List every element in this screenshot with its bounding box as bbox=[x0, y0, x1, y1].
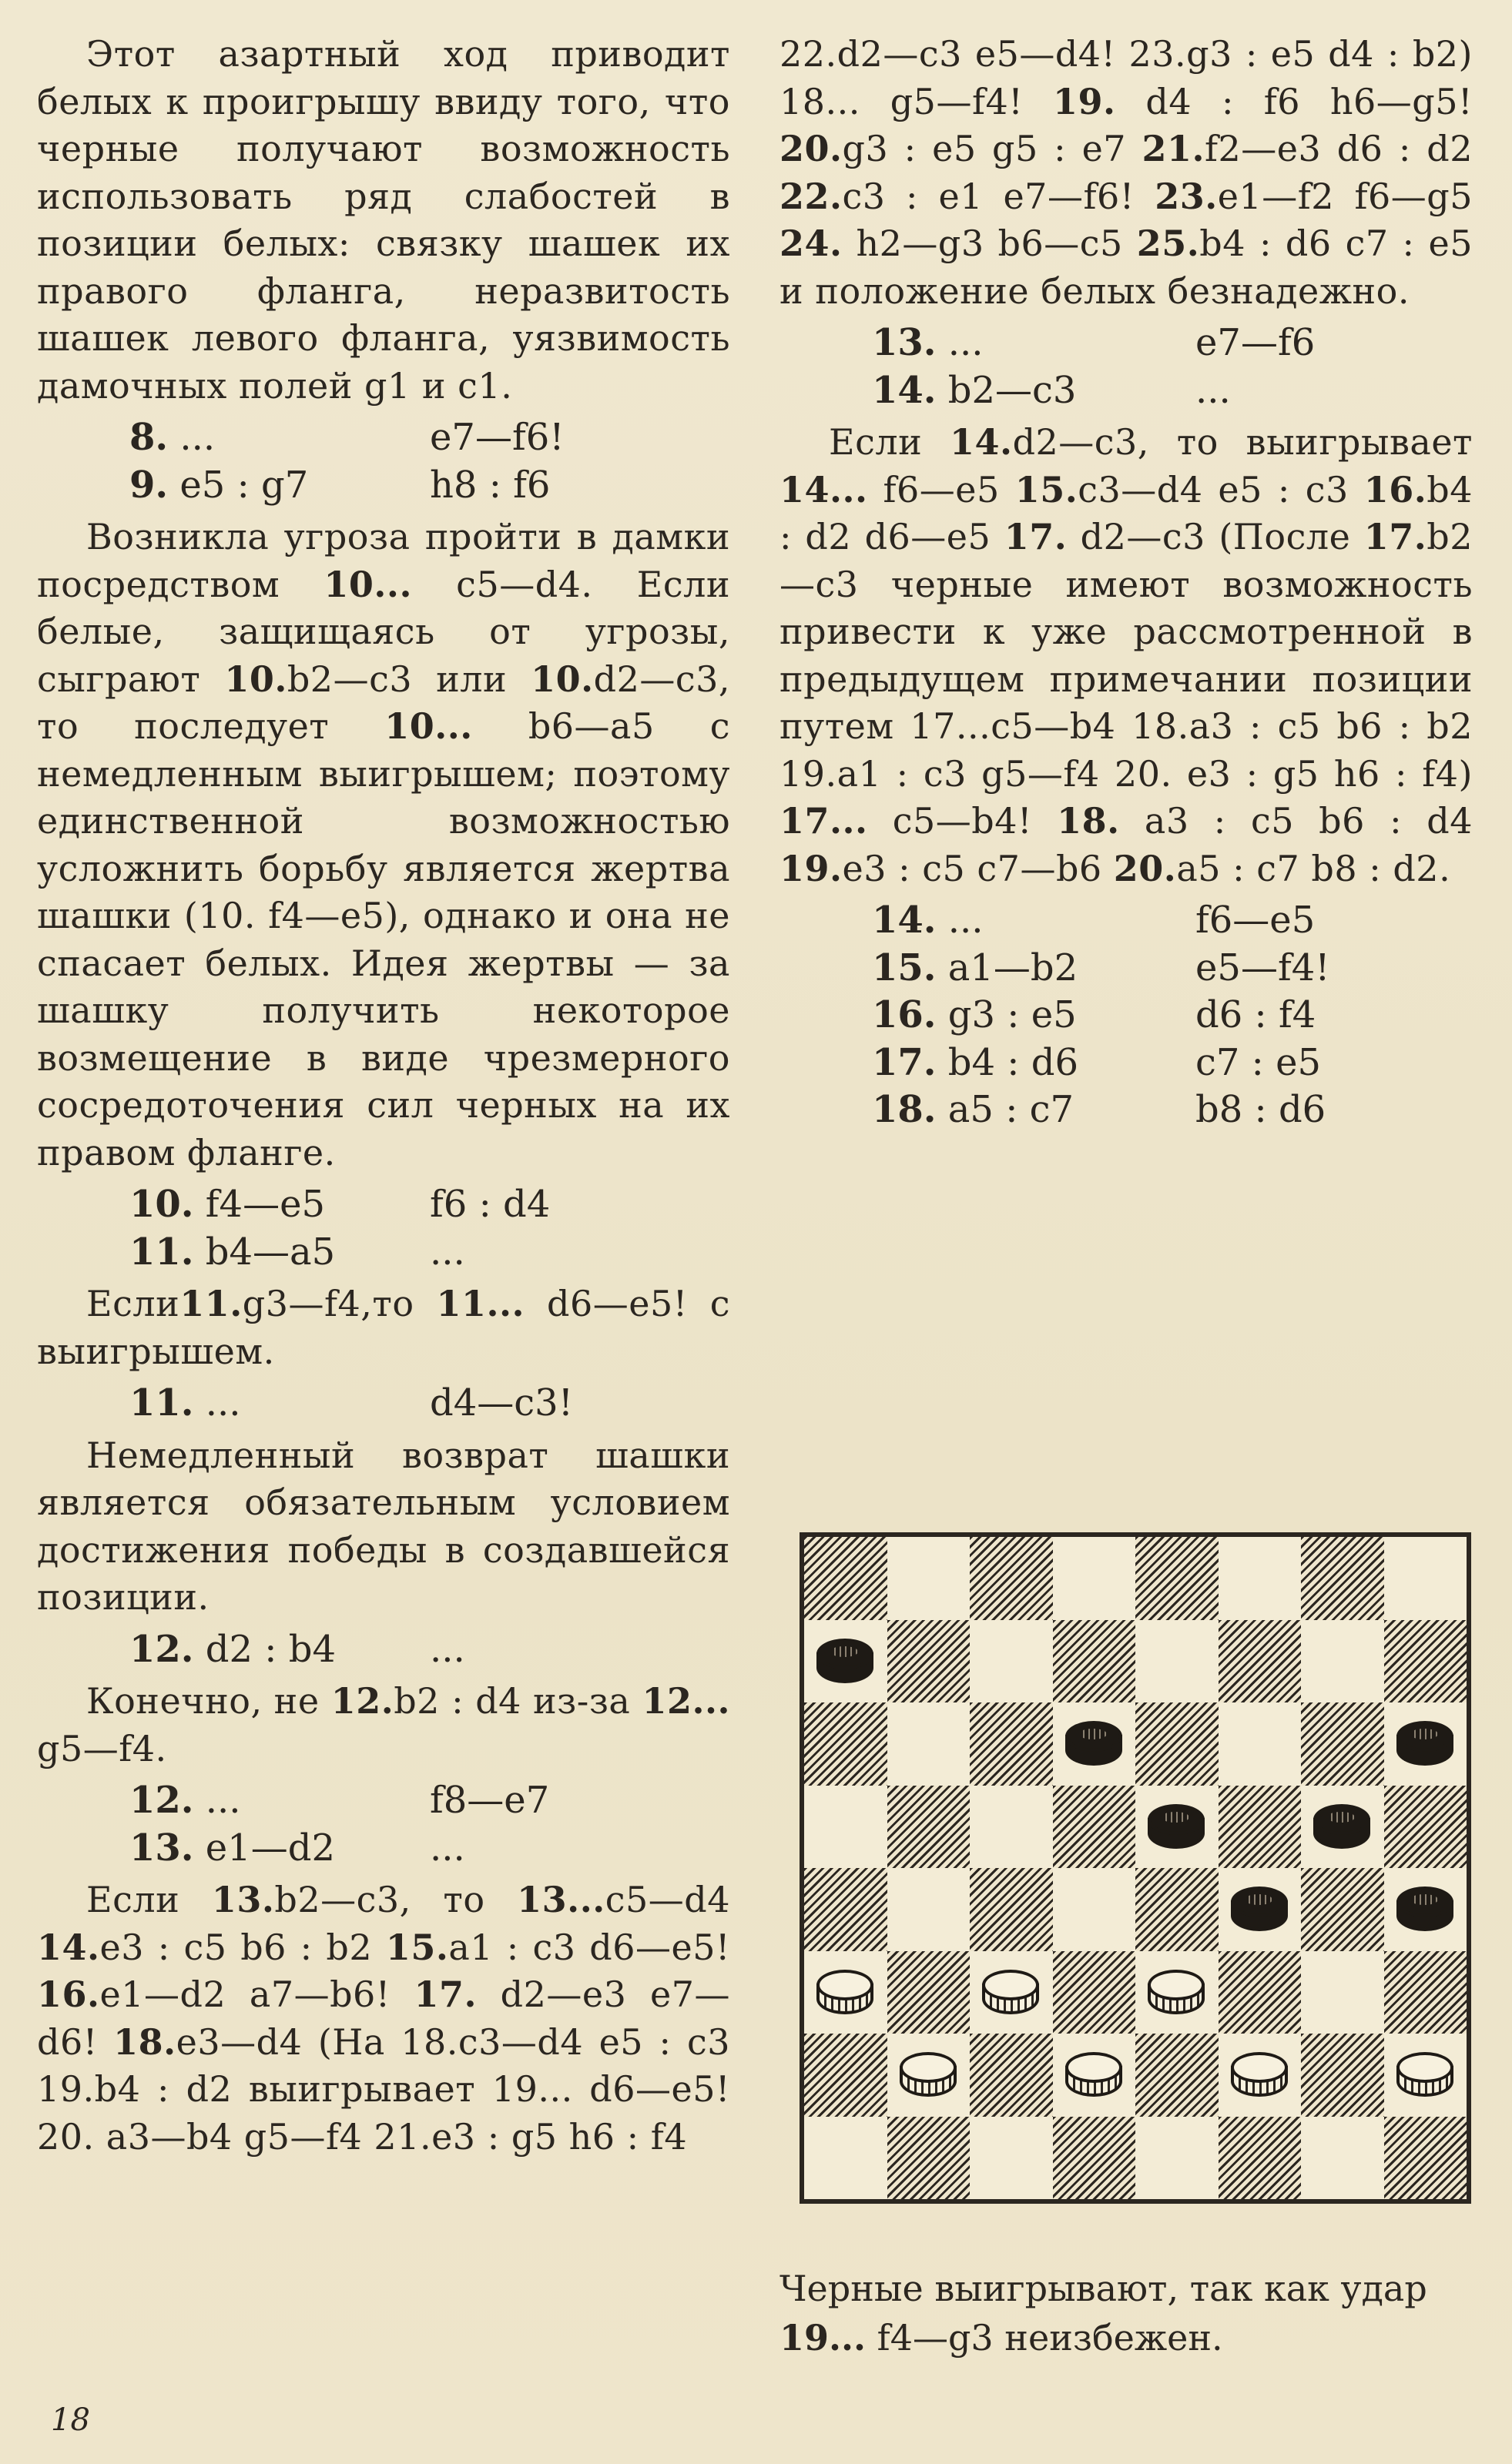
move-number: 17. bbox=[872, 1040, 937, 1084]
white-move: ... bbox=[193, 1381, 241, 1424]
move-block bbox=[37, 414, 730, 509]
black-move: ... bbox=[430, 1826, 465, 1870]
move-number: 14. bbox=[872, 899, 937, 942]
commentary-paragraph: Этот азартный ход приводит белых к проигрышу ввиду того, что черные получают возможность использовать ряд слабостей в позиции белых: связку шашек их правого фланга, неразвитость шашек левого фланга, уязвимость дамочных полей g1 и c1. bbox=[37, 33, 730, 407]
move-row bbox=[37, 1825, 730, 1873]
move-number: 15. bbox=[872, 946, 937, 989]
board-square-d1 bbox=[1053, 2117, 1136, 2200]
board-square-a5 bbox=[804, 1786, 887, 1869]
white-move: b4—a5 bbox=[193, 1230, 336, 1274]
board-square-g3 bbox=[1301, 1951, 1384, 2034]
white-move: ... bbox=[936, 899, 984, 942]
move-number: 10. bbox=[129, 1183, 194, 1226]
board-square-g7 bbox=[1301, 1620, 1384, 1703]
commentary-paragraph: Конечно, не 12.b2 : d4 из-за 12... g5—f4. bbox=[37, 1680, 731, 1769]
board-square-c6 bbox=[970, 1702, 1053, 1786]
board-square-h8 bbox=[1384, 1537, 1467, 1620]
board-square-d4 bbox=[1053, 1868, 1136, 1951]
board-square-b8 bbox=[887, 1537, 971, 1620]
white-move: e1—d2 bbox=[193, 1826, 335, 1870]
move-white bbox=[779, 367, 1195, 415]
white-move: g3 : e5 bbox=[936, 993, 1077, 1036]
move-block bbox=[37, 1626, 730, 1674]
move-white bbox=[37, 1825, 430, 1873]
board-square-g6 bbox=[1301, 1702, 1384, 1786]
board-square-h5 bbox=[1384, 1786, 1467, 1869]
move-number: 16. bbox=[872, 993, 937, 1036]
move-block bbox=[779, 320, 1473, 414]
white-checker-piece-d2 bbox=[1065, 2052, 1122, 2098]
checkers-diagram bbox=[800, 1532, 1470, 2202]
black-move: h8 : f6 bbox=[430, 463, 551, 507]
board-square-a1 bbox=[804, 2117, 887, 2200]
page-number: 18 bbox=[51, 2402, 90, 2438]
board-square-e6 bbox=[1135, 1702, 1219, 1786]
black-checker-piece-h4 bbox=[1396, 1886, 1453, 1933]
commentary-paragraph: Если11.g3—f4,то 11... d6—e5! с выигрышем. bbox=[37, 1283, 730, 1372]
board-square-h3 bbox=[1384, 1951, 1467, 2034]
commentary-paragraph: 22.d2—c3 e5—d4! 23.g3 : e5 d4 : b2) 18... g5—f4! 19. d4 : f6 h6—g5! 20.g3 : e5 g5 : e7 21.f2—e3 d6 : d2 22.c3 : e1 e7—f6! 23.e1—f2 f6—g5 24. h2—g3 b6—c5 25.b4 : d6 c7 : e5 и положение белых безнадежно. bbox=[779, 33, 1473, 312]
board-square-g4 bbox=[1301, 1868, 1384, 1951]
board-square-c4 bbox=[970, 1868, 1053, 1951]
black-move: f6—e5 bbox=[1195, 899, 1316, 942]
black-move: ... bbox=[430, 1230, 465, 1274]
move-white bbox=[37, 1229, 430, 1277]
move-row bbox=[779, 320, 1473, 367]
board-square-e7 bbox=[1135, 1620, 1219, 1703]
black-move: f8—e7 bbox=[430, 1779, 550, 1822]
black-move: c7 : e5 bbox=[1195, 1040, 1322, 1084]
move-block bbox=[37, 1777, 730, 1872]
white-move: a1—b2 bbox=[936, 946, 1078, 989]
white-move: ... bbox=[936, 321, 984, 364]
board-square-a4 bbox=[804, 1868, 887, 1951]
board-square-h1 bbox=[1384, 2117, 1467, 2200]
board-square-b5 bbox=[887, 1786, 971, 1869]
move-row bbox=[37, 1229, 730, 1277]
board-square-a8 bbox=[804, 1537, 887, 1620]
board-square-b6 bbox=[887, 1702, 971, 1786]
move-number: 12. bbox=[129, 1779, 194, 1822]
black-move: d6 : f4 bbox=[1195, 993, 1316, 1036]
black-checker-piece-d6 bbox=[1065, 1721, 1122, 1767]
black-move: ... bbox=[430, 1627, 465, 1671]
black-move: f6 : d4 bbox=[430, 1183, 551, 1226]
commentary-paragraph: Немедленный возврат шашки является обязательным условием достижения победы в создавшейся позиции. bbox=[37, 1434, 730, 1618]
board-square-e4 bbox=[1135, 1868, 1219, 1951]
right-column bbox=[779, 31, 1473, 1139]
board-square-b4 bbox=[887, 1868, 971, 1951]
move-white bbox=[779, 320, 1195, 367]
black-move: e7—f6! bbox=[430, 416, 565, 459]
white-move: ... bbox=[168, 416, 216, 459]
board-square-h7 bbox=[1384, 1620, 1467, 1703]
move-white bbox=[779, 897, 1195, 945]
board-square-c2 bbox=[970, 2034, 1053, 2117]
board-square-f7 bbox=[1219, 1620, 1302, 1703]
white-move: f4—e5 bbox=[193, 1183, 326, 1226]
left-column bbox=[37, 31, 730, 2161]
move-white bbox=[779, 992, 1195, 1040]
move-row bbox=[37, 414, 730, 462]
commentary-paragraph: Если 14.d2—c3, то выигрывает 14... f6—e5 15.c3—d4 e5 : c3 16.b4 : d2 d6—e5 17. d2—c3 (После 17.b2—c3 черные имеют возможность привести к уже рассмотренной в предыдущем примечании позиции путем 17...c5—b4 18.a3 : c5 b6 : b2 19.a1 : c3 g5—f4 20. e3 : g5 h6 : f4) 17... c5—b4! 18. a3 : c5 b6 : d4 19.e3 : c5 c7—b6 20.a5 : c7 b8 : d2. bbox=[779, 421, 1473, 889]
move-row bbox=[779, 945, 1473, 993]
white-move: b2—c3 bbox=[936, 368, 1077, 412]
move-number: 13. bbox=[872, 321, 937, 364]
board-square-d8 bbox=[1053, 1537, 1136, 1620]
board-square-g1 bbox=[1301, 2117, 1384, 2200]
move-number: 12. bbox=[129, 1627, 194, 1671]
black-move: e5—f4! bbox=[1195, 946, 1330, 989]
white-move: a5 : c7 bbox=[936, 1088, 1074, 1131]
move-row bbox=[779, 992, 1473, 1040]
move-white bbox=[779, 1040, 1195, 1087]
board-square-g8 bbox=[1301, 1537, 1384, 1620]
move-number: 8. bbox=[129, 416, 169, 459]
move-white bbox=[37, 414, 430, 462]
move-row bbox=[37, 462, 730, 510]
move-white bbox=[37, 462, 430, 510]
black-checker-piece-f4 bbox=[1231, 1886, 1288, 1933]
board-square-c7 bbox=[970, 1620, 1053, 1703]
board-square-f5 bbox=[1219, 1786, 1302, 1869]
board-square-f1 bbox=[1219, 2117, 1302, 2200]
board-square-b7 bbox=[887, 1620, 971, 1703]
board-square-c8 bbox=[970, 1537, 1053, 1620]
white-checker-piece-h2 bbox=[1396, 2052, 1453, 2098]
move-row bbox=[779, 897, 1473, 945]
board-square-e2 bbox=[1135, 2034, 1219, 2117]
board-square-d5 bbox=[1053, 1786, 1136, 1869]
move-row bbox=[779, 367, 1473, 415]
move-block bbox=[37, 1181, 730, 1276]
move-row bbox=[779, 1040, 1473, 1087]
black-checker-piece-a7 bbox=[816, 1639, 873, 1685]
commentary-paragraph: Возникла угроза пройти в дамки посредством 10... c5—d4. Если белые, защищаясь от угрозы, сыграют 10.b2—c3 или 10.d2—c3, то последует 10... b6—a5 с немедленным выигрышем; поэтому единственной возможностью усложнить борьбу является жертва шашки (10. f4—e5), однако и она не спасает белых. Идея жертвы — за шашку получить некоторое возмещение в виде чрезмерного сосредоточения сил черных на их правом фланге. bbox=[37, 516, 731, 1173]
board-square-b3 bbox=[887, 1951, 971, 2034]
move-number: 11. bbox=[129, 1381, 194, 1424]
board-square-f6 bbox=[1219, 1702, 1302, 1786]
board-square-f8 bbox=[1219, 1537, 1302, 1620]
move-number: 14. bbox=[872, 368, 937, 412]
board-square-a2 bbox=[804, 2034, 887, 2117]
black-move: b8 : d6 bbox=[1195, 1088, 1326, 1131]
white-move: b4 : d6 bbox=[936, 1040, 1078, 1084]
board-square-a6 bbox=[804, 1702, 887, 1786]
white-checker-piece-f2 bbox=[1231, 2052, 1288, 2098]
move-block bbox=[779, 897, 1473, 1134]
checkers-board bbox=[800, 1532, 1471, 2204]
move-row bbox=[37, 1626, 730, 1674]
white-checker-piece-e3 bbox=[1148, 1970, 1205, 2016]
diagram-caption: Черные выигрывают, так как удар 19... f4—g3 неизбежен. bbox=[779, 2268, 1427, 2359]
white-move: d2 : b4 bbox=[193, 1627, 336, 1671]
move-white bbox=[37, 1626, 430, 1674]
board-square-d3 bbox=[1053, 1951, 1136, 2034]
black-move: e7—f6 bbox=[1195, 321, 1316, 364]
board-square-c5 bbox=[970, 1786, 1053, 1869]
board-square-d7 bbox=[1053, 1620, 1136, 1703]
move-number: 9. bbox=[129, 463, 169, 507]
move-white bbox=[779, 945, 1195, 993]
black-checker-piece-g5 bbox=[1313, 1804, 1370, 1850]
board-square-c1 bbox=[970, 2117, 1053, 2200]
white-checker-piece-a3 bbox=[816, 1970, 873, 2016]
move-number: 18. bbox=[872, 1088, 937, 1131]
black-checker-piece-e5 bbox=[1148, 1804, 1205, 1850]
move-row bbox=[37, 1380, 730, 1428]
board-square-b1 bbox=[887, 2117, 971, 2200]
board-square-f3 bbox=[1219, 1951, 1302, 2034]
white-checker-piece-c3 bbox=[982, 1970, 1039, 2016]
black-move: ... bbox=[1195, 368, 1231, 412]
move-block bbox=[37, 1380, 730, 1428]
move-number: 13. bbox=[129, 1826, 194, 1870]
white-move: e5 : g7 bbox=[168, 463, 309, 507]
move-white bbox=[37, 1181, 430, 1229]
black-move: d4—c3! bbox=[430, 1381, 573, 1424]
move-row bbox=[37, 1181, 730, 1229]
move-row bbox=[779, 1086, 1473, 1134]
board-square-e1 bbox=[1135, 2117, 1219, 2200]
move-white bbox=[779, 1086, 1195, 1134]
move-white bbox=[37, 1777, 430, 1825]
white-checker-piece-b2 bbox=[900, 2052, 957, 2098]
move-white bbox=[37, 1380, 430, 1428]
move-number: 11. bbox=[129, 1230, 194, 1274]
board-square-g2 bbox=[1301, 2034, 1384, 2117]
board-square-e8 bbox=[1135, 1537, 1219, 1620]
black-checker-piece-h6 bbox=[1396, 1721, 1453, 1767]
move-row bbox=[37, 1777, 730, 1825]
white-move: ... bbox=[193, 1779, 241, 1822]
commentary-paragraph: Если 13.b2—c3, то 13...c5—d4 14.e3 : c5 b6 : b2 15.a1 : c3 d6—e5! 16.e1—d2 a7—b6! 17. d2—e3 e7—d6! 18.e3—d4 (На 18.c3—d4 e5 : c3 19.b4 : d2 выигрывает 19... d6—e5! 20. a3—b4 g5—f4 21.e3 : g5 h6 : f4 bbox=[37, 1879, 730, 2158]
